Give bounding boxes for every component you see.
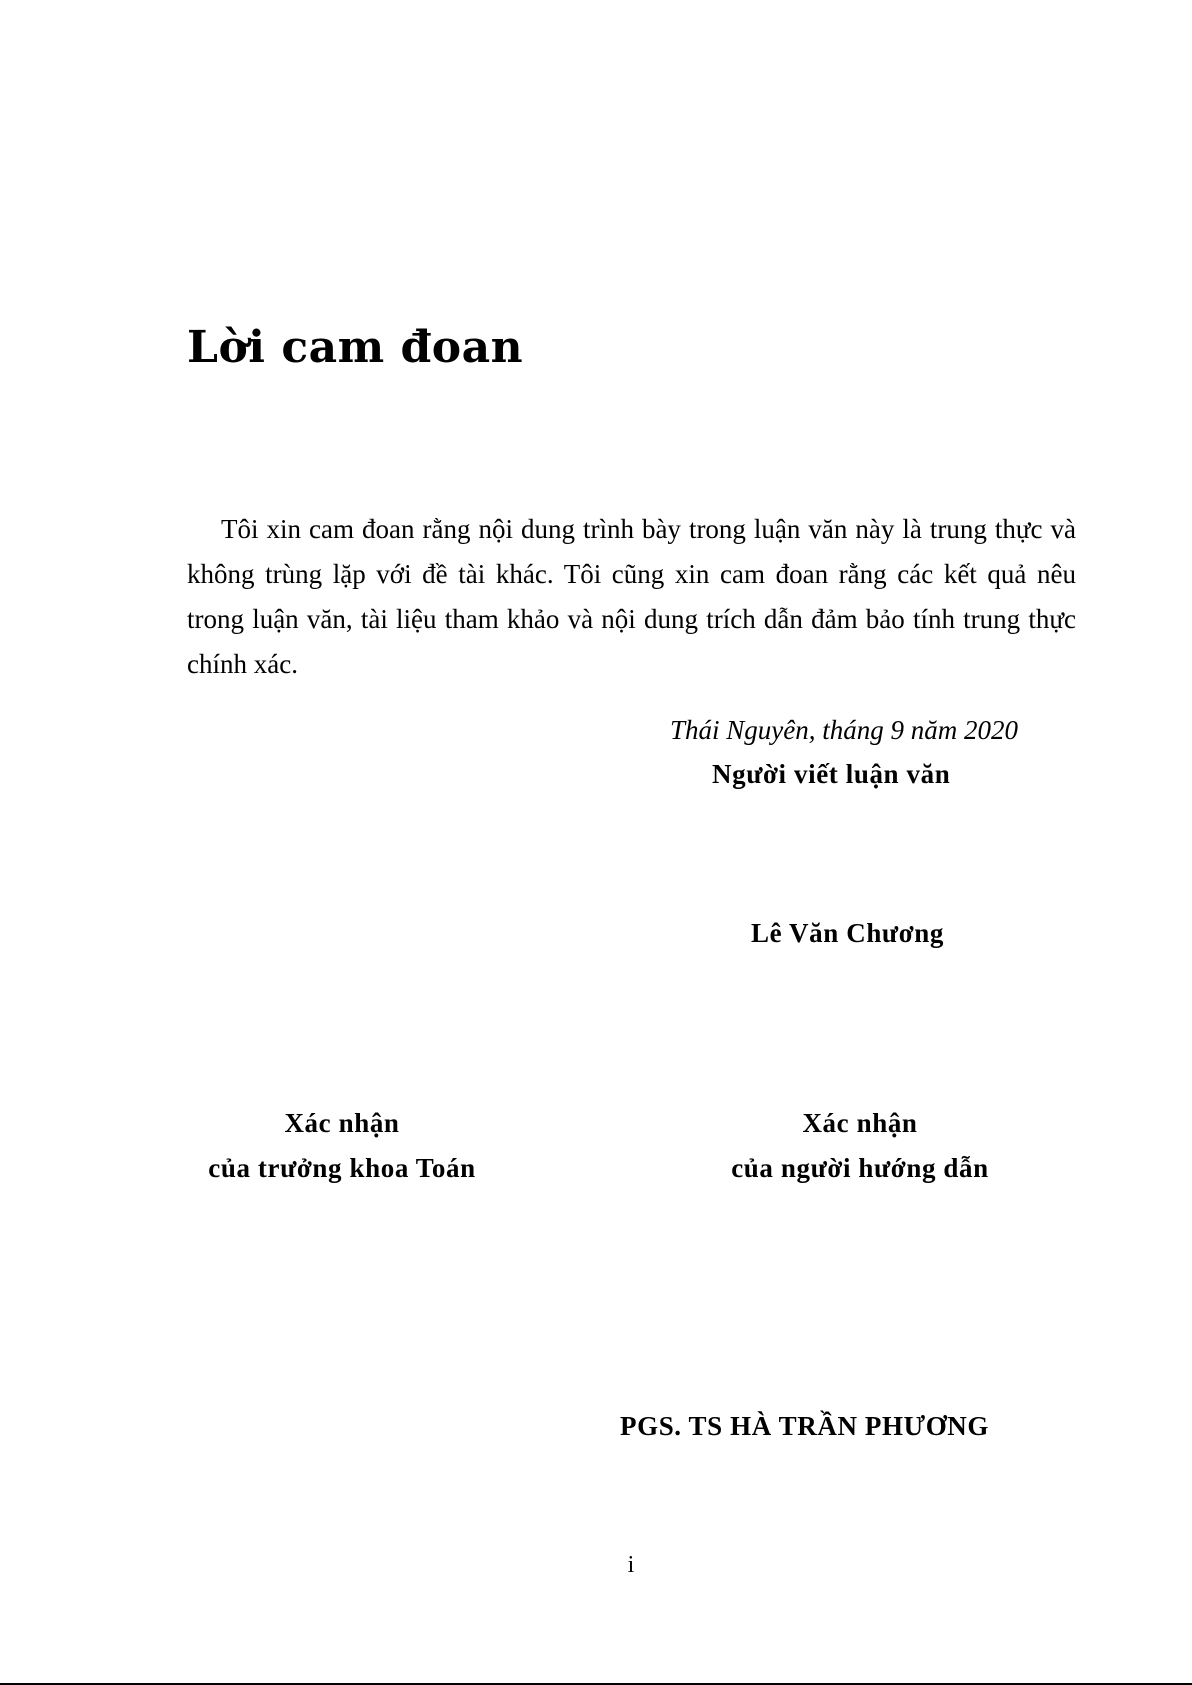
advisor-confirmation	[710, 1101, 1010, 1191]
writer-name: Lê Văn Chương	[751, 918, 945, 948]
dean-confirmation-line1: Xác nhận	[284, 1108, 400, 1138]
declaration-paragraph: Tôi xin cam đoan rằng nội dung trình bày trong luận văn này là trung thực và không trùng lặp với đề tài khác. Tôi cũng xin cam đoan rằng các kết quả nêu trong luận văn, tài liệu tham khảo và nội dung trích dẫn đảm bảo tính trung thực chính xác.	[187, 514, 1076, 679]
advisor-confirmation-line1: Xác nhận	[802, 1108, 918, 1138]
dean-confirmation-line2: của trưởng khoa Toán	[208, 1153, 476, 1183]
page-number: i	[627, 1552, 635, 1578]
dean-confirmation	[187, 1101, 497, 1191]
advisor-confirmation-line2: của người hướng dẫn	[731, 1153, 989, 1183]
page-title: Lời cam đoan	[187, 322, 524, 373]
place-date: Thái Nguyên, tháng 9 năm 2020	[670, 715, 1018, 745]
advisor-name: PGS. TS HÀ TRẦN PHƯƠNG	[620, 1411, 989, 1441]
writer-label: Người viết luận văn	[712, 759, 951, 789]
